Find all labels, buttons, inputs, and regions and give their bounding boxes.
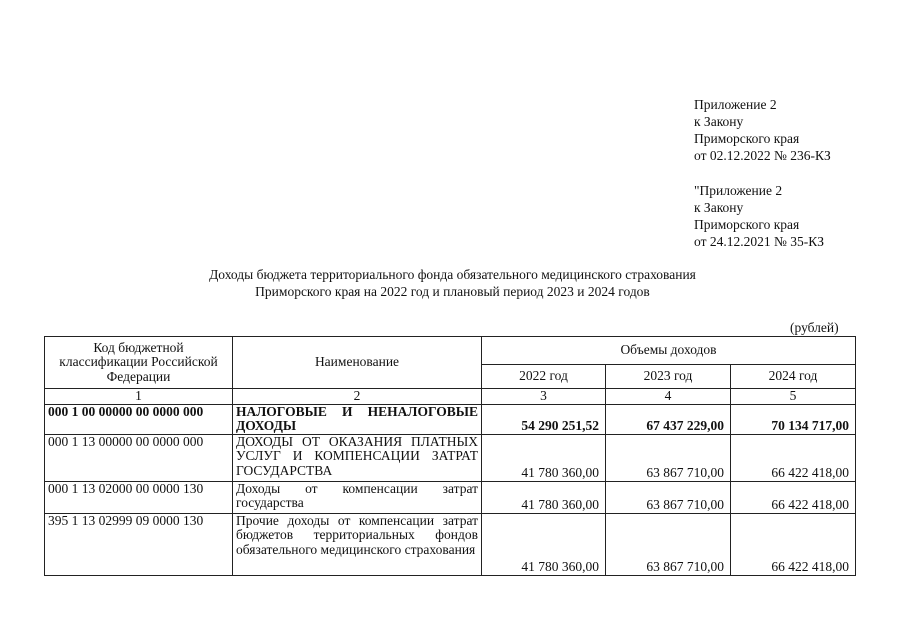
row-name: ДОХОДЫ ОТ ОКАЗАНИЯ ПЛАТНЫХ УСЛУГ И КОМПЕНСАЦИИ ЗАТРАТ ГОСУДАРСТВА (233, 434, 482, 481)
row-name: НАЛОГОВЫЕ И НЕНАЛОГОВЫЕ ДОХОДЫ (233, 404, 482, 434)
appendix-header-amended (694, 182, 824, 250)
table-row (45, 481, 856, 513)
header-code: Код бюджетной классификации Российской Федерации (45, 337, 233, 389)
row-code: 395 1 13 02999 09 0000 130 (45, 513, 233, 575)
row-value-2024: 70 134 717,00 (731, 404, 856, 434)
row-code: 000 1 13 02000 00 0000 130 (45, 481, 233, 513)
row-code: 000 1 13 00000 00 0000 000 (45, 434, 233, 481)
row-value-2022: 41 780 360,00 (482, 481, 606, 513)
row-name: Прочие доходы от компенсации затрат бюджетов территориальных фондов обязательного медицинского страхования (233, 513, 482, 575)
row-value-2024: 66 422 418,00 (731, 434, 856, 481)
row-value-2024: 66 422 418,00 (731, 513, 856, 575)
row-value-2022: 54 290 251,52 (482, 404, 606, 434)
revenue-table (44, 336, 856, 576)
appendix-header-current (694, 96, 831, 164)
appendix-line: Приложение 2 (694, 97, 777, 112)
row-value-2023: 63 867 710,00 (606, 434, 731, 481)
header-year-2022: 2022 год (482, 365, 606, 389)
appendix-line: от 02.12.2022 № 236-КЗ (694, 148, 831, 163)
appendix-line: Приморского края (694, 217, 800, 232)
row-value-2023: 67 437 229,00 (606, 404, 731, 434)
row-value-2022: 41 780 360,00 (482, 513, 606, 575)
column-number: 2 (233, 389, 482, 405)
row-value-2023: 63 867 710,00 (606, 481, 731, 513)
column-number: 3 (482, 389, 606, 405)
document-title (0, 266, 905, 300)
title-line-2: Приморского края на 2022 год и плановый период 2023 и 2024 годов (255, 284, 650, 299)
column-numbers-row (45, 389, 856, 405)
appendix-line: к Закону (694, 200, 744, 215)
header-volumes: Объемы доходов (482, 337, 856, 365)
table-row (45, 434, 856, 481)
table-header-row (45, 337, 856, 365)
appendix-line: от 24.12.2021 № 35-КЗ (694, 234, 824, 249)
row-value-2022: 41 780 360,00 (482, 434, 606, 481)
appendix-line: "Приложение 2 (694, 183, 783, 198)
column-number: 5 (731, 389, 856, 405)
table-row (45, 513, 856, 575)
appendix-line: Приморского края (694, 131, 800, 146)
title-line-1: Доходы бюджета территориального фонда обязательного медицинского страхования (209, 267, 696, 282)
table-row (45, 404, 856, 434)
column-number: 1 (45, 389, 233, 405)
row-code: 000 1 00 00000 00 0000 000 (45, 404, 233, 434)
appendix-line: к Закону (694, 114, 744, 129)
row-name: Доходы от компенсации затрат государства (233, 481, 482, 513)
row-value-2023: 63 867 710,00 (606, 513, 731, 575)
header-year-2023: 2023 год (606, 365, 731, 389)
header-name: Наименование (233, 337, 482, 389)
header-year-2024: 2024 год (731, 365, 856, 389)
column-number: 4 (606, 389, 731, 405)
units-label: (рублей) (790, 320, 839, 335)
row-value-2024: 66 422 418,00 (731, 481, 856, 513)
